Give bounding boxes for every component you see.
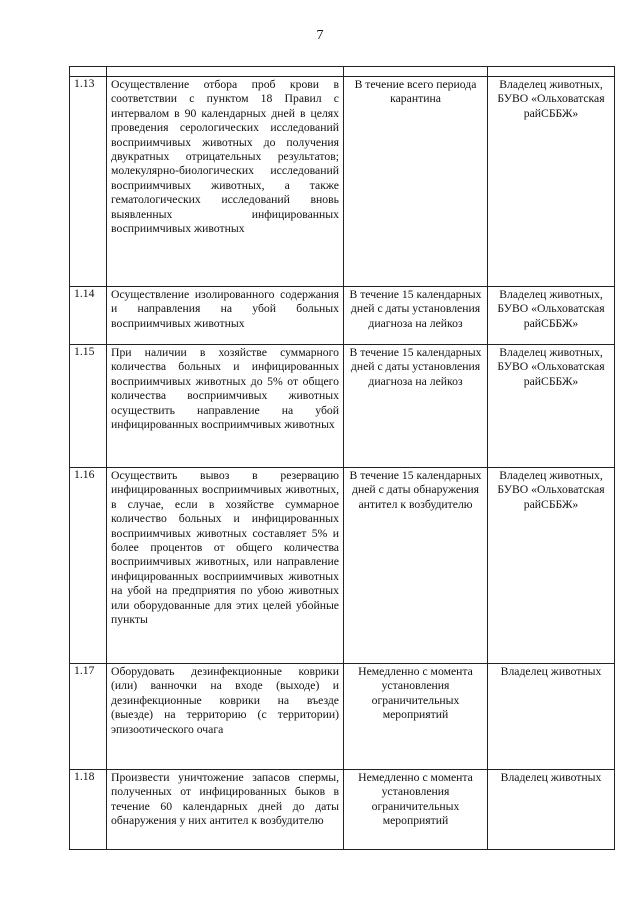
row-description-text: При наличии в хозяйстве суммарного количества больных и инфицированных восприимчивых животных до 5% от общего количества восприимчивых животных осуществить направление на убой инфицированных восприимчивых животных: [111, 346, 339, 432]
row-description: [107, 468, 344, 664]
row-description: [107, 77, 344, 287]
row-description-text: Произвести уничтожение запасов спермы, полученных от инфицированных быков в течение 60 календарных дней до даты обнаружения у них антител к возбудителю: [111, 771, 339, 828]
row-term: Немедленно с момента установления ограничительных мероприятий: [344, 770, 488, 850]
row-description: [107, 287, 344, 345]
row-description-text: Осуществление изолированного содержания и направления на убой больных восприимчивых животных: [111, 288, 339, 330]
row-responsible: Владелец животных, БУВО «Ольховатская райСББЖ»: [488, 468, 615, 664]
row-description: [107, 345, 344, 468]
row-number: 1.17: [70, 664, 107, 770]
row-term: В течение всего периода карантина: [344, 77, 488, 287]
row-description: [107, 664, 344, 770]
row-number: 1.15: [70, 345, 107, 468]
table-row: [70, 770, 615, 850]
table-row: [70, 287, 615, 345]
row-description-text: Оборудовать дезинфекционные коврики (или) ванночки на входе (выходе) и дезинфекционные коврики на въезде (выезде) на территорию (с территории) эпизоотического очага: [111, 665, 339, 736]
row-term: В течение 15 календарных дней с даты установления диагноза на лейкоз: [344, 345, 488, 468]
table-row: [70, 345, 615, 468]
row-responsible: Владелец животных, БУВО «Ольховатская райСББЖ»: [488, 345, 615, 468]
row-responsible: Владелец животных, БУВО «Ольховатская райСББЖ»: [488, 287, 615, 345]
row-responsible: Владелец животных: [488, 664, 615, 770]
table-top-strip: [70, 67, 615, 77]
row-responsible: Владелец животных: [488, 770, 615, 850]
row-description-text: Осуществление отбора проб крови в соответствии с пунктом 18 Правил с интервалом в 90 календарных дней в целях проведения серологических исследований восприимчивых животных до получения двукратных отрицательных результатов; молекулярно-биологических исследований восприимчивых животных, а также гематологических исследований вновь выявленных инфицированных восприимчивых животных: [111, 78, 339, 236]
row-number: 1.16: [70, 468, 107, 664]
page-number: 7: [316, 28, 324, 43]
table-row: [70, 77, 615, 287]
row-number: 1.14: [70, 287, 107, 345]
table-row: [70, 468, 615, 664]
row-number: 1.18: [70, 770, 107, 850]
row-term: В течение 15 календарных дней с даты обнаружения антител к возбудителю: [344, 468, 488, 664]
row-term: В течение 15 календарных дней с даты установления диагноза на лейкоз: [344, 287, 488, 345]
row-number: 1.13: [70, 77, 107, 287]
row-responsible: Владелец животных, БУВО «Ольховатская райСББЖ»: [488, 77, 615, 287]
row-term: Немедленно с момента установления ограничительных мероприятий: [344, 664, 488, 770]
table-row: [70, 664, 615, 770]
row-description-text: Осуществить вывоз в резервацию инфицированных восприимчивых животных, в случае, если в хозяйстве суммарное количество больных и инфицированных восприимчивых животных составляет 5% и более процентов от общего количества восприимчивых животных, или направление инфицированных восприимчивых животных на убой на предприятия по убою животных или оборудованные для этих целей убойные пункты: [111, 469, 339, 627]
row-description: [107, 770, 344, 850]
measures-table: [69, 66, 615, 850]
